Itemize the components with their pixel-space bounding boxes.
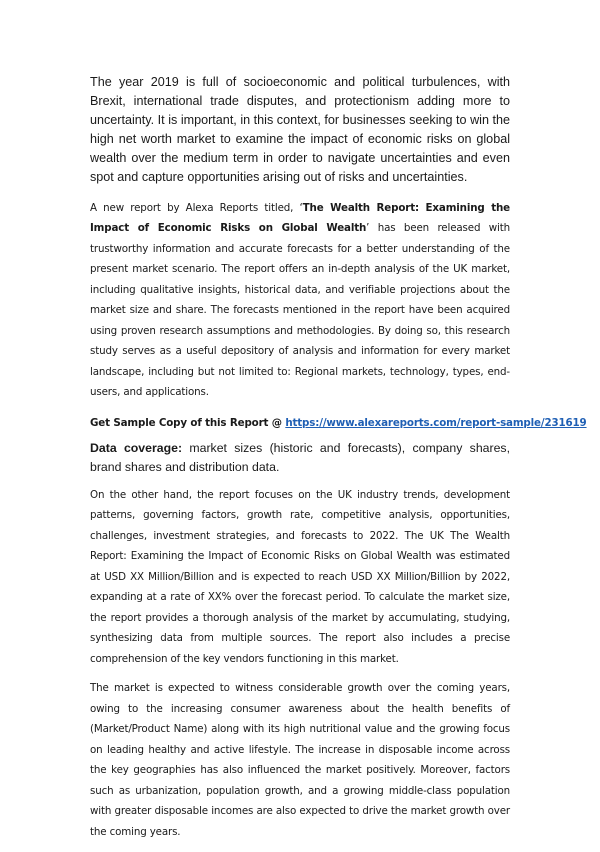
document-page	[90, 73, 587, 852]
industry-trends-paragraph: On the other hand, the report focuses on the UK industry trends, development patterns, governing factors, growth rate, competitive analysis, opportunities, challenges, investment strategies, and forecasts to 2022. The UK The Wealth Report: Examining the Impact of Economic Risks on Global Wealth was estimated at USD XX Million/Billion and is expected to reach USD XX Million/Billion by 2022, expanding at a rate of XX% over the forecast period. To calculate the market size, the report provides a thorough analysis of the market by accumulating, studying, synthesizing data from multiple sources. The report also includes a precise comprehension of the key vendors functioning in this market.	[90, 488, 510, 665]
data-coverage-text: market sizes (historic and forecasts), company shares, brand shares and distribution data.	[90, 440, 510, 474]
report-description-paragraph	[90, 198, 510, 403]
report-title: The Wealth Report: Examining the Impact of Economic Risks on Global Wealth	[90, 201, 510, 235]
data-coverage-paragraph	[90, 439, 510, 477]
report-description-text: ’ has been released with trustworthy information and accurate forecasts for a better understanding of the present market scenario. The report offers an in-depth analysis of the UK market, including qualitative insights, historical data, and verifiable projections about the market size and share. The forecasts mentioned in the report have been acquired using proven research assumptions and methodologies. By doing so, this research study serves as a useful depository of analysis and information for every market landscape, including but not limited to: Regional markets, technology, types, end-users, and applications.	[90, 222, 510, 399]
intro-paragraph: The year 2019 is full of socioeconomic and political turbulences, with Brexit, international trade disputes, and protectionism adding more to uncertainty. It is important, in this context, for businesses seeking to win the high net worth market to examine the impact of economic risks on global wealth over the medium term in order to navigate uncertainties and even spot and capture opportunities arising out of risks and uncertainties.	[90, 75, 510, 185]
report-prefix-text: A new report by Alexa Reports titled, ‘	[90, 201, 303, 214]
sample-report-link[interactable]: https://www.alexareports.com/report-sample/231619	[285, 416, 587, 429]
sample-copy-label: Get Sample Copy of this Report @	[90, 416, 286, 429]
data-coverage-label: Data coverage:	[90, 440, 183, 455]
sample-copy-line	[90, 413, 587, 433]
market-growth-paragraph: The market is expected to witness considerable growth over the coming years, owing to the increasing consumer awareness about the health benefits of (Market/Product Name) along with its high nutritional value and the growing focus on leading healthy and active lifestyle. The increase in disposable income across the key geographies has also influenced the market positively. Moreover, factors such as urbanization, population growth, and a growing middle-class population with greater disposable incomes are also expected to drive the market growth over the coming years.	[90, 682, 510, 838]
